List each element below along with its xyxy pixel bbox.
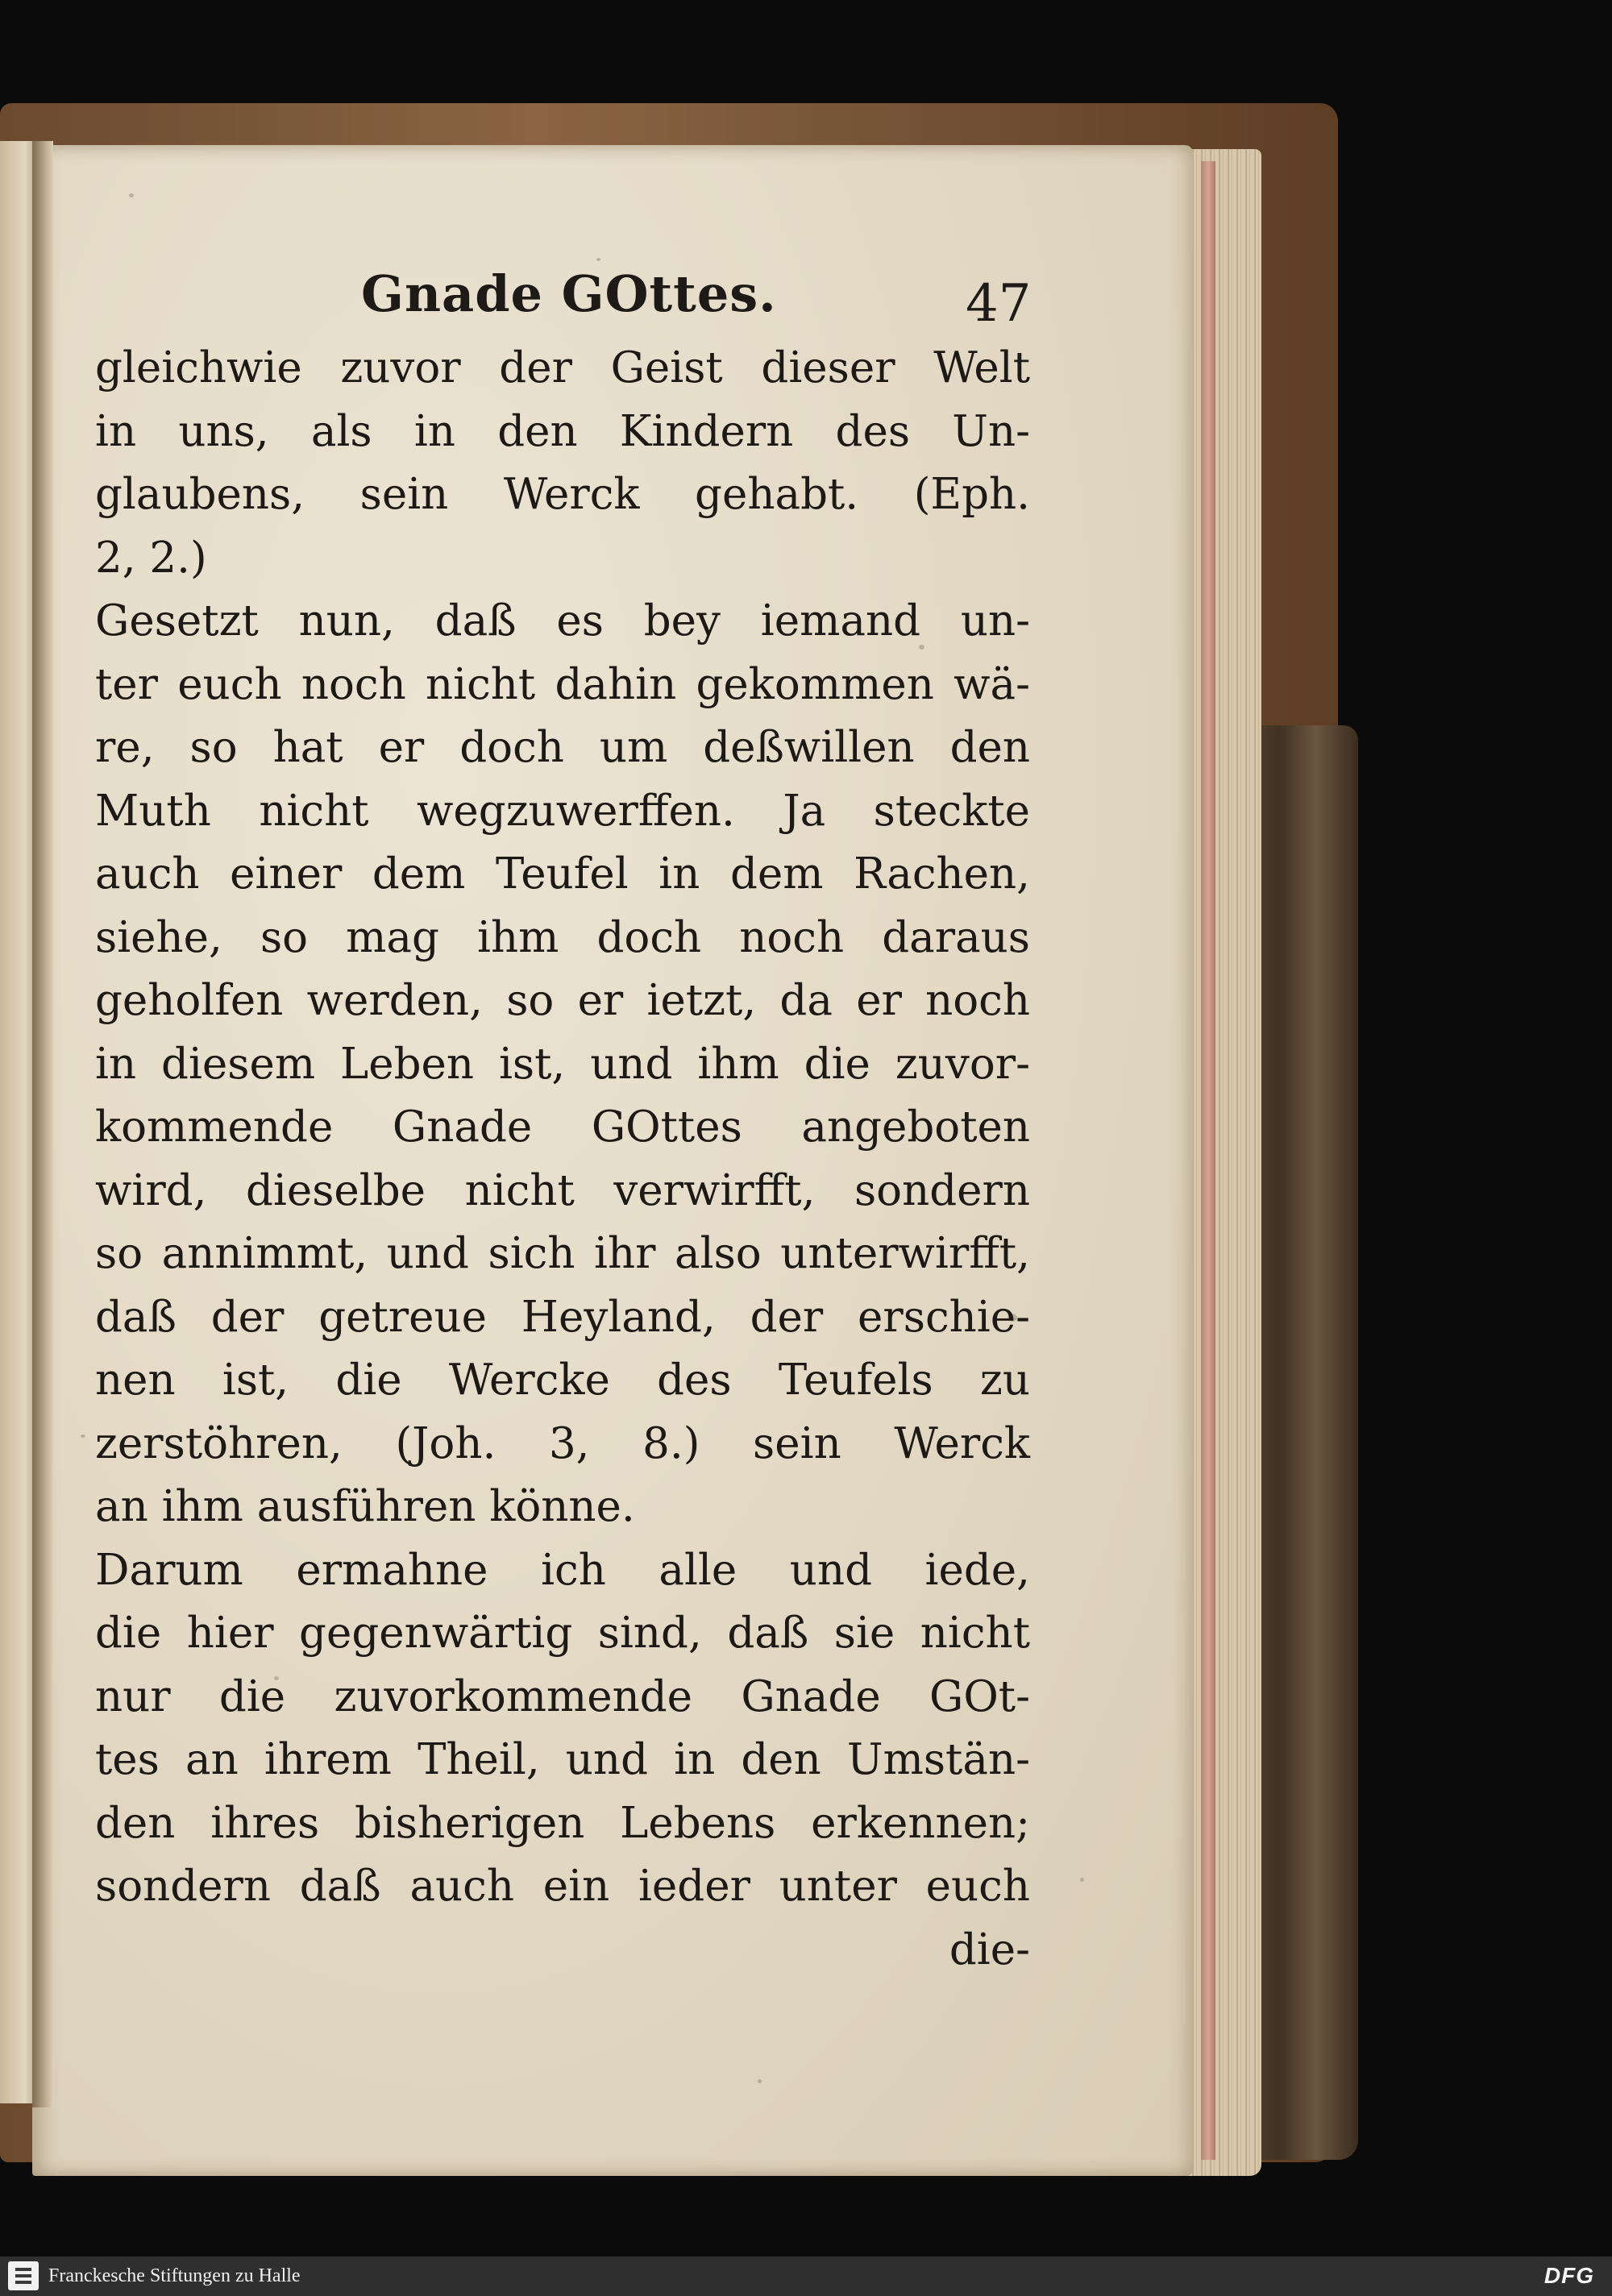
catchword: die-: [949, 1924, 1030, 1974]
text-line: sondern daß auch ein ieder unter euch: [95, 1862, 1030, 1911]
text-line: zerstöhren, (Joh. 3, 8.) sein Werck: [95, 1418, 1030, 1468]
text-line: glaubens, sein Werck gehabt. (Eph.: [95, 470, 1030, 519]
text-line: in diesem Leben ist, und ihm die zuvor-: [95, 1039, 1030, 1089]
text-line: tes an ihrem Theil, und in den Umstän-: [95, 1735, 1030, 1784]
text-line: gleichwie zuvor der Geist dieser Welt: [95, 343, 1030, 392]
page-edge-stain: [1201, 161, 1215, 2160]
text-line: daß der getreue Heyland, der erschie-: [95, 1292, 1030, 1342]
text-line: Darum ermahne ich alle und iede,: [95, 1545, 1030, 1595]
text-line: geholfen werden, so er ietzt, da er noch: [95, 976, 1030, 1025]
running-head: Gnade GOttes.: [361, 264, 777, 323]
text-block: [95, 337, 1030, 1982]
text-line: nur die zuvorkommende Gnade GOt-: [95, 1671, 1030, 1721]
text-line: Muth nicht wegzuwerffen. Ja steckte: [95, 786, 1030, 836]
text-line: auch einer dem Teufel in dem Rachen,: [95, 849, 1030, 899]
text-line: in uns, als in den Kindern des Un-: [95, 406, 1030, 456]
text-line: siehe, so mag ihm doch noch daraus: [95, 912, 1030, 962]
dfg-logo: DFG: [1543, 2263, 1594, 2288]
page-number: 47: [966, 274, 1032, 334]
text-line: re, so hat er doch um deßwillen den: [95, 723, 1030, 772]
text-line: an ihm ausführen könne.: [95, 1482, 635, 1531]
text-line: den ihres bisherigen Lebens erkennen;: [95, 1798, 1030, 1848]
institution-logo-icon: [8, 2261, 39, 2290]
text-line: die hier gegenwärtig sind, daß sie nicht: [95, 1609, 1030, 1658]
text-line: ter euch noch nicht dahin gekommen wä-: [95, 659, 1030, 709]
text-line: wird, dieselbe nicht verwirfft, sondern: [95, 1165, 1030, 1215]
text-line: so annimmt, und sich ihr also unterwirfft,: [95, 1229, 1030, 1278]
text-line: nen ist, die Wercke des Teufels zu: [95, 1356, 1030, 1405]
text-line: kommende Gnade GOttes angeboten: [95, 1102, 1030, 1152]
text-line: Gesetzt nun, daß es bey iemand un-: [95, 596, 1030, 646]
institution-name: Franckesche Stiftungen zu Halle: [48, 2265, 301, 2286]
text-line: 2, 2.): [95, 533, 207, 583]
page-gutter: [32, 141, 53, 2107]
